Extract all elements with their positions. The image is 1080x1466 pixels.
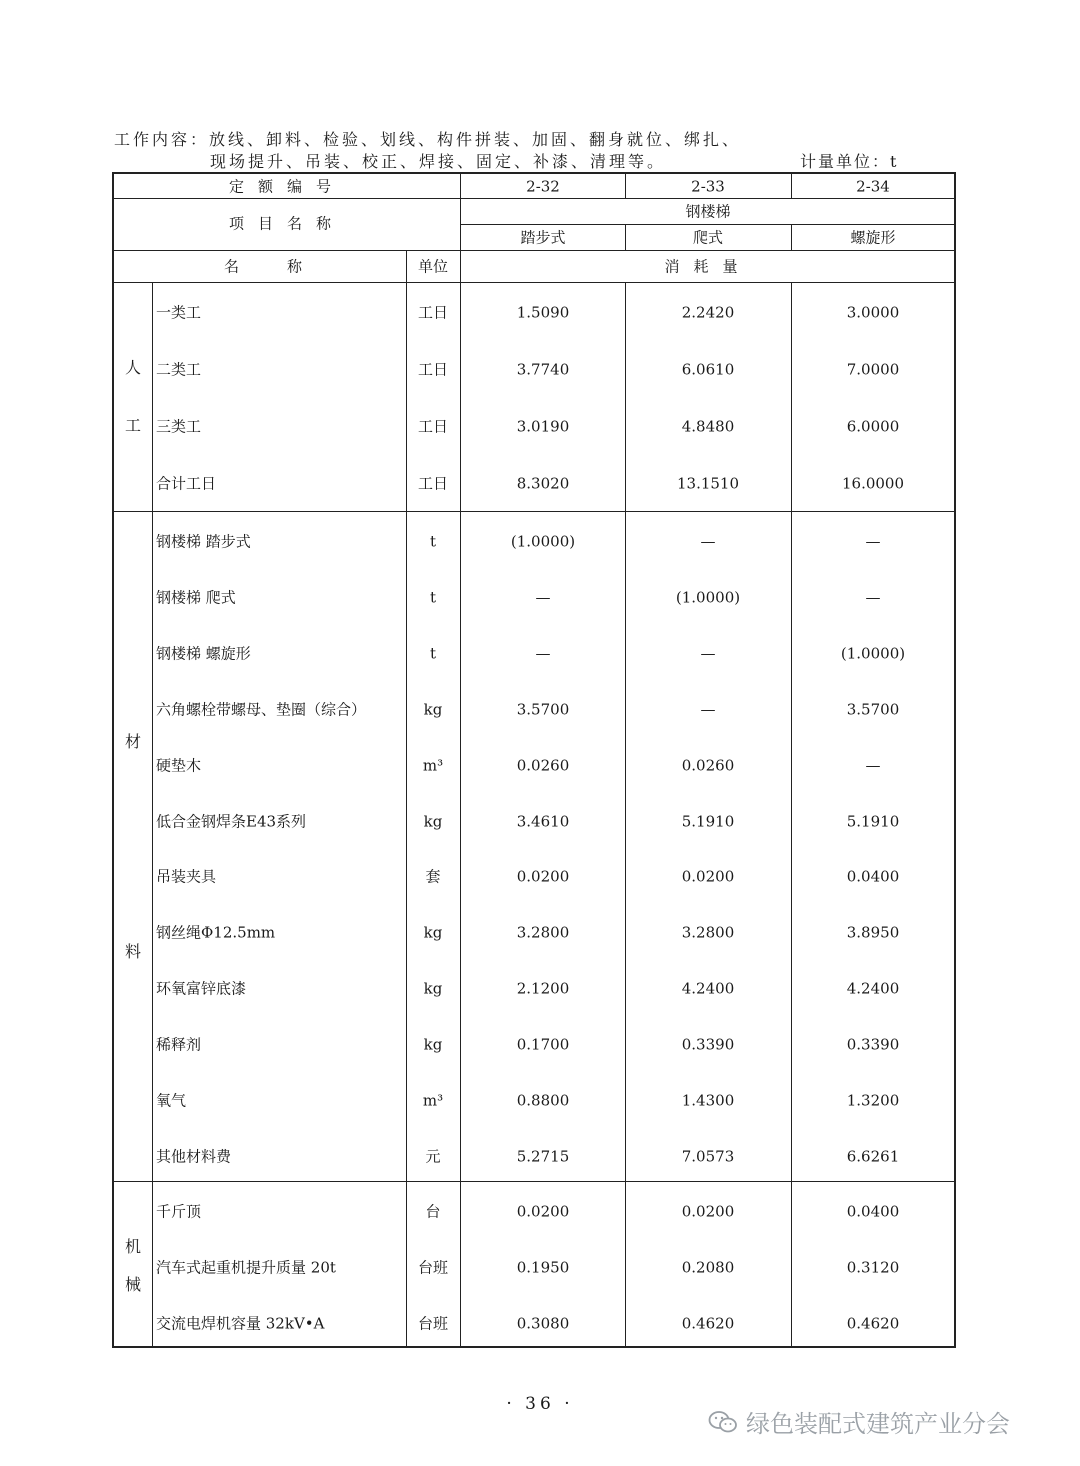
wechat-icon: [708, 1410, 738, 1434]
page-number: · 36 ·: [506, 1394, 574, 1414]
category-char: 工: [124, 416, 142, 435]
row-name: 钢丝绳Φ12.5mm: [156, 923, 276, 942]
row-unit: t: [429, 532, 437, 551]
row-value: 0.0260: [681, 756, 735, 775]
row-unit: t: [429, 644, 437, 663]
row-value: 0.0400: [846, 867, 900, 886]
watermark: [708, 1404, 1010, 1439]
row-value: 0.3120: [846, 1258, 900, 1277]
name-column-header: 名称: [223, 257, 351, 276]
row-value: 0.4620: [681, 1314, 735, 1333]
quota-code: 2-32: [526, 177, 560, 196]
watermark-text: 绿色装配式建筑产业分会: [746, 1410, 1010, 1438]
row-name: 一类工: [156, 303, 202, 322]
grid-line: [791, 174, 792, 198]
grid-line: [791, 224, 792, 250]
row-name: 低合金钢焊条E43系列: [156, 812, 307, 831]
row-value: 5.1910: [681, 812, 735, 831]
row-value: 6.0000: [846, 417, 900, 436]
unit-column-header: 单位: [417, 257, 449, 276]
row-unit: kg: [423, 979, 443, 998]
grid-line: [625, 174, 626, 198]
row-value: —: [865, 588, 881, 607]
row-name: 汽车式起重机提升质量 20t: [156, 1258, 336, 1277]
row-unit: 工日: [417, 417, 449, 436]
row-value: 1.4300: [681, 1091, 735, 1110]
row-value: 0.1950: [516, 1258, 570, 1277]
row-name: 硬垫木: [156, 756, 202, 775]
row-unit: 台班: [417, 1314, 449, 1333]
work-content-line1: 工作内容：放线、卸料、检验、划线、构件拼装、加固、翻身就位、绑扎、: [114, 130, 742, 149]
row-value: (1.0000): [675, 588, 741, 607]
row-value: 0.0200: [516, 1202, 570, 1221]
row-value: 0.3080: [516, 1314, 570, 1333]
quota-code: 2-34: [856, 177, 890, 196]
row-value: 3.5700: [846, 700, 900, 719]
row-unit: kg: [423, 812, 443, 831]
grid-line: [625, 282, 626, 1348]
row-value: (1.0000): [510, 532, 576, 551]
row-unit: 台: [425, 1202, 441, 1221]
row-name: 合计工日: [156, 474, 217, 493]
row-value: 0.0200: [681, 1202, 735, 1221]
row-value: 0.4620: [846, 1314, 900, 1333]
row-value: —: [700, 644, 716, 663]
grid-line: [114, 282, 954, 283]
row-value: 4.2400: [681, 979, 735, 998]
row-value: —: [535, 588, 551, 607]
row-value: —: [535, 644, 551, 663]
row-value: 7.0573: [681, 1147, 735, 1166]
grid-line: [152, 282, 153, 1348]
row-value: 0.0400: [846, 1202, 900, 1221]
variant-label: 踏步式: [520, 228, 566, 247]
category-char: 械: [124, 1275, 142, 1294]
row-value: 0.3390: [846, 1035, 900, 1054]
quota-number-label: 定额编号: [228, 177, 346, 196]
row-unit: kg: [423, 700, 443, 719]
row-value: 7.0000: [846, 360, 900, 379]
row-unit: 台班: [417, 1258, 449, 1277]
variant-label: 爬式: [692, 228, 724, 247]
row-value: 0.2080: [681, 1258, 735, 1277]
row-name: 三类工: [156, 417, 202, 436]
row-value: 5.2715: [516, 1147, 570, 1166]
row-value: 1.5090: [516, 303, 570, 322]
row-unit: 工日: [417, 474, 449, 493]
row-unit: 工日: [417, 303, 449, 322]
grid-line: [460, 224, 954, 225]
row-name: 吊装夹具: [156, 867, 217, 886]
row-value: 2.1200: [516, 979, 570, 998]
row-value: 0.8800: [516, 1091, 570, 1110]
row-value: —: [700, 700, 716, 719]
row-value: 3.0000: [846, 303, 900, 322]
grid-line: [114, 511, 954, 512]
row-value: (1.0000): [840, 644, 906, 663]
row-unit: 元: [425, 1147, 441, 1166]
grid-line: [114, 250, 954, 251]
quota-code: 2-33: [691, 177, 725, 196]
grid-line: [791, 282, 792, 1348]
row-value: 1.3200: [846, 1091, 900, 1110]
row-value: 13.1510: [676, 474, 740, 493]
row-value: 0.0200: [681, 867, 735, 886]
category-char: 机: [124, 1237, 142, 1256]
category-char: 材: [124, 732, 142, 751]
grid-line: [406, 250, 407, 1348]
row-unit: t: [429, 588, 437, 607]
variant-label: 螺旋形: [850, 228, 896, 247]
row-value: 0.3390: [681, 1035, 735, 1054]
work-content-line2: 现场提升、吊装、校正、焊接、固定、补漆、清理等。: [210, 152, 667, 171]
row-name: 钢楼梯 踏步式: [156, 532, 251, 551]
row-value: 3.0190: [516, 417, 570, 436]
row-value: 0.0260: [516, 756, 570, 775]
row-unit: m³: [422, 756, 444, 775]
group-title: 钢楼梯: [685, 202, 731, 221]
row-unit: kg: [423, 1035, 443, 1054]
row-name: 六角螺栓带螺母、垫圈（综合）: [156, 700, 367, 719]
row-value: 2.2420: [681, 303, 735, 322]
grid-line: [625, 224, 626, 250]
grid-line: [114, 1181, 954, 1182]
consumption-column-header: 消耗量: [664, 257, 752, 276]
row-name: 千斤顶: [156, 1202, 202, 1221]
row-name: 环氧富锌底漆: [156, 979, 247, 998]
measurement-unit-note: 计量单位：t: [800, 152, 899, 171]
row-value: 3.7740: [516, 360, 570, 379]
grid-line: [460, 174, 461, 1348]
row-value: 5.1910: [846, 812, 900, 831]
row-name: 稀释剂: [156, 1035, 202, 1054]
row-value: 4.8480: [681, 417, 735, 436]
row-value: 8.3020: [516, 474, 570, 493]
category-char: 料: [124, 942, 142, 961]
row-name: 钢楼梯 爬式: [156, 588, 236, 607]
row-unit: 套: [425, 867, 441, 886]
grid-line: [114, 198, 954, 199]
row-value: 3.5700: [516, 700, 570, 719]
row-value: 6.6261: [846, 1147, 900, 1166]
row-value: —: [865, 756, 881, 775]
row-value: 3.2800: [516, 923, 570, 942]
row-value: 3.4610: [516, 812, 570, 831]
row-name: 交流电焊机容量 32kV•A: [156, 1314, 325, 1333]
row-name: 钢楼梯 螺旋形: [156, 644, 251, 663]
row-value: 16.0000: [841, 474, 905, 493]
row-name: 其他材料费: [156, 1147, 232, 1166]
row-unit: kg: [423, 923, 443, 942]
row-value: 4.2400: [846, 979, 900, 998]
row-name: 氧气: [156, 1091, 187, 1110]
row-value: —: [700, 532, 716, 551]
row-value: 6.0610: [681, 360, 735, 379]
row-value: 3.8950: [846, 923, 900, 942]
row-unit: m³: [422, 1091, 444, 1110]
row-value: 3.2800: [681, 923, 735, 942]
row-value: 0.0200: [516, 867, 570, 886]
row-value: —: [865, 532, 881, 551]
row-unit: 工日: [417, 360, 449, 379]
category-char: 人: [124, 358, 142, 377]
row-name: 二类工: [156, 360, 202, 379]
item-name-label: 项目名称: [228, 214, 346, 233]
row-value: 0.1700: [516, 1035, 570, 1054]
quota-table: [112, 172, 956, 1348]
